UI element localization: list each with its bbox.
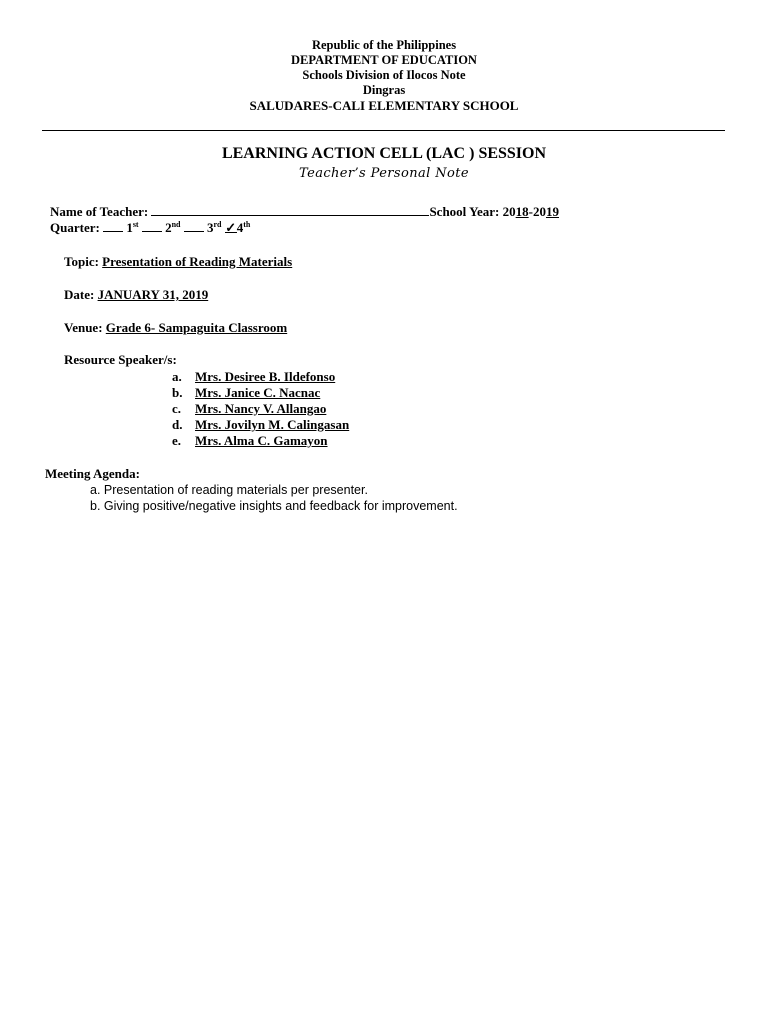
country-line: Republic of the Philippines: [311, 38, 457, 52]
letterhead: [0, 38, 768, 113]
teacher-label: Name of Teacher:: [50, 204, 149, 219]
topic-row: [64, 254, 292, 270]
quarter-4: 4th: [236, 220, 251, 235]
venue-row: [64, 320, 287, 336]
quarter-2-blank[interactable]: [142, 219, 162, 232]
division-line: Schools Division of Ilocos Note: [302, 68, 466, 82]
agenda-item: b. Giving positive/negative insights and feedback for improvement.: [90, 499, 458, 513]
speaker-item: d. Mrs. Jovilyn M. Calingasan: [172, 417, 350, 432]
venue-value: Grade 6- Sampaguita Classroom: [105, 320, 288, 335]
speakers-label: Resource Speaker/s:: [64, 352, 177, 367]
quarter-label: Quarter:: [50, 220, 100, 235]
date-label: Date:: [64, 287, 95, 302]
speaker-item: c. Mrs. Nancy V. Allangao: [172, 401, 327, 416]
town-line: Dingras: [362, 83, 406, 97]
checkmark-icon: ✓: [225, 220, 237, 235]
quarter-3: 3rd: [207, 220, 222, 235]
school-line: SALUDARES-CALI ELEMENTARY SCHOOL: [249, 98, 519, 113]
teacher-name-field[interactable]: [151, 203, 429, 216]
topic-label: Topic:: [64, 254, 99, 269]
date-row: [64, 287, 208, 303]
header-divider: [42, 130, 725, 131]
quarter-4-blank[interactable]: [225, 220, 237, 233]
department-line: DEPARTMENT OF EDUCATION: [291, 53, 477, 67]
school-year-label: School Year:: [429, 204, 500, 219]
agenda-item: a. Presentation of reading materials per presenter.: [90, 483, 368, 497]
document-subtitle: Teacher’s Personal Note: [299, 166, 469, 181]
agenda-label: Meeting Agenda:: [45, 466, 140, 481]
speaker-item: a. Mrs. Desiree B. Ildefonso: [172, 369, 336, 384]
date-value: JANUARY 31, 2019: [97, 287, 209, 302]
quarter-2: 2nd: [165, 220, 181, 235]
quarter-3-blank[interactable]: [184, 219, 204, 232]
speaker-item: b. Mrs. Janice C. Nacnac: [172, 385, 321, 400]
quarter-1: 1st: [126, 220, 139, 235]
document-title: LEARNING ACTION CELL (LAC ) SESSION: [221, 145, 547, 162]
venue-label: Venue:: [64, 320, 103, 335]
topic-value: Presentation of Reading Materials: [102, 254, 293, 269]
speaker-item: e. Mrs. Alma C. Gamayon: [172, 433, 328, 448]
teacher-schoolyear-row: [50, 203, 559, 220]
quarter-1-blank[interactable]: [103, 219, 123, 232]
quarter-row: [50, 219, 250, 236]
school-year-value: 2018-2019: [502, 204, 559, 219]
